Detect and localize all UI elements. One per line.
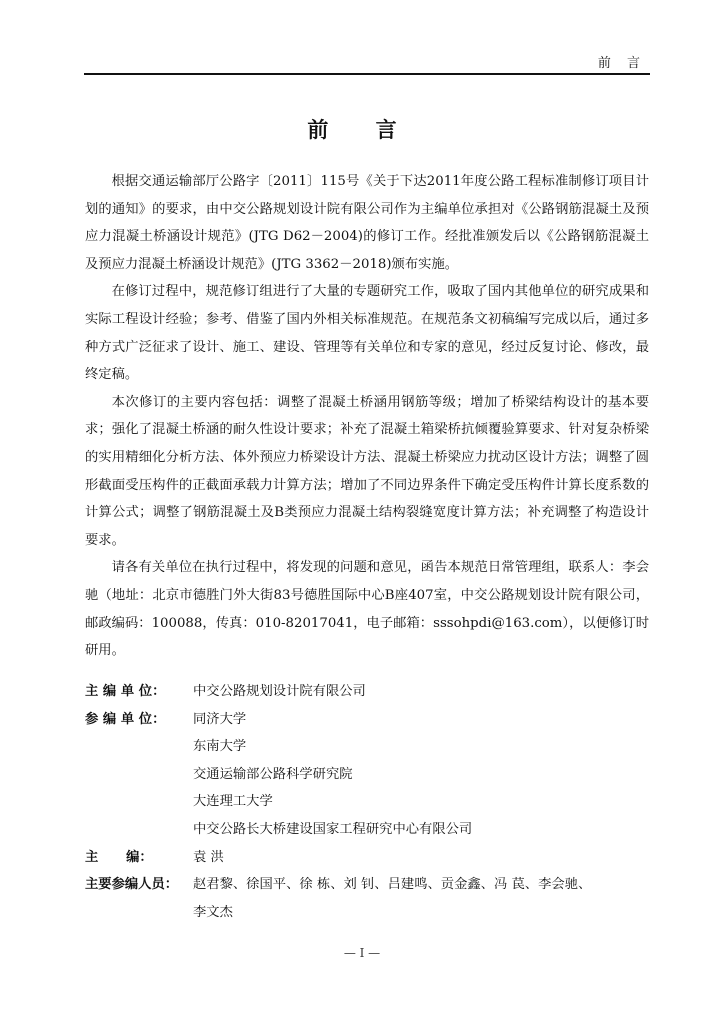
role-value: 中交公路规划设计院有限公司 bbox=[193, 684, 366, 699]
header-rule bbox=[84, 73, 650, 75]
role-label: 主 编： bbox=[85, 849, 153, 865]
role-value: 大连理工大学 bbox=[193, 794, 273, 810]
page-title: 前 言 bbox=[307, 117, 417, 142]
preface-body bbox=[85, 168, 649, 665]
participating-units-row bbox=[85, 706, 655, 844]
role-value: 交通运输部公路科学研究院 bbox=[193, 766, 353, 782]
paragraph: 根据交通运输部厅公路字〔2011〕115号《关于下达2011年度公路工程标准制修订项目计划的通知》的要求，由中交公路规划设计院有限公司作为主编单位承担对《公路钢筋混凝土及预应力混凝土桥涵设计规范》(JTG D62－2004)的修订工作。经批准颁发后以《公路钢筋混凝土及预应力混凝土桥涵设计规范》(JTG 3362－2018)颁布实施。 bbox=[85, 174, 649, 272]
role-value: 李文杰 bbox=[193, 904, 233, 920]
running-header: 前 言 bbox=[597, 56, 646, 71]
role-value: 中交公路长大桥建设国家工程研究中心有限公司 bbox=[193, 821, 473, 837]
main-contributors-row bbox=[85, 871, 655, 926]
role-value: 袁 洪 bbox=[193, 849, 224, 865]
paragraph: 请各有关单位在执行过程中，将发现的问题和意见，函告本规范日常管理组，联系人：李会驰（地址：北京市德胜门外大街83号德胜国际中心B座407室，中交公路规划设计院有限公司，邮政编码：100088，传真：010-82017041，电子邮箱：sssohpdi@163.com），以便修订时研用。 bbox=[85, 560, 649, 659]
role-value: 同济大学 bbox=[193, 711, 247, 727]
chief-editor-row bbox=[85, 844, 655, 872]
chief-editor-unit-row bbox=[85, 678, 655, 706]
contributors-list bbox=[85, 678, 655, 926]
paragraph: 在修订过程中，规范修订组进行了大量的专题研究工作，吸取了国内其他单位的研究成果和实际工程设计经验；参考、借鉴了国内外相关标准规范。在规范条文初稿编写完成以后，通过多种方式广泛征求了设计、施工、建设、管理等有关单位和专家的意见，经过反复讨论、修改，最终定稿。 bbox=[85, 284, 649, 383]
role-label: 参 编 单 位： bbox=[85, 711, 166, 727]
role-value: 赵君黎、徐国平、徐 栋、刘 钊、吕建鸣、贡金鑫、冯 苠、李会驰、 bbox=[193, 877, 592, 893]
role-value: 东南大学 bbox=[193, 739, 247, 755]
page-number: — I — bbox=[343, 946, 381, 960]
role-label: 主 编 单 位： bbox=[85, 684, 166, 699]
role-label: 主要参编人员： bbox=[85, 877, 179, 893]
paragraph: 本次修订的主要内容包括：调整了混凝土桥涵用钢筋等级；增加了桥梁结构设计的基本要求；强化了混凝土桥涵的耐久性设计要求；补充了混凝土箱梁桥抗倾覆验算要求、针对复杂桥梁的实用精细化分析方法、体外预应力桥梁设计方法、混凝土桥梁应力扰动区设计方法；调整了圆形截面受压构件的正截面承载力计算方法；增加了不同边界条件下确定受压构件计算长度系数的计算公式；调整了钢筋混凝土及B类预应力混凝土结构裂缝宽度计算方法；补充调整了构造设计要求。 bbox=[85, 394, 649, 548]
